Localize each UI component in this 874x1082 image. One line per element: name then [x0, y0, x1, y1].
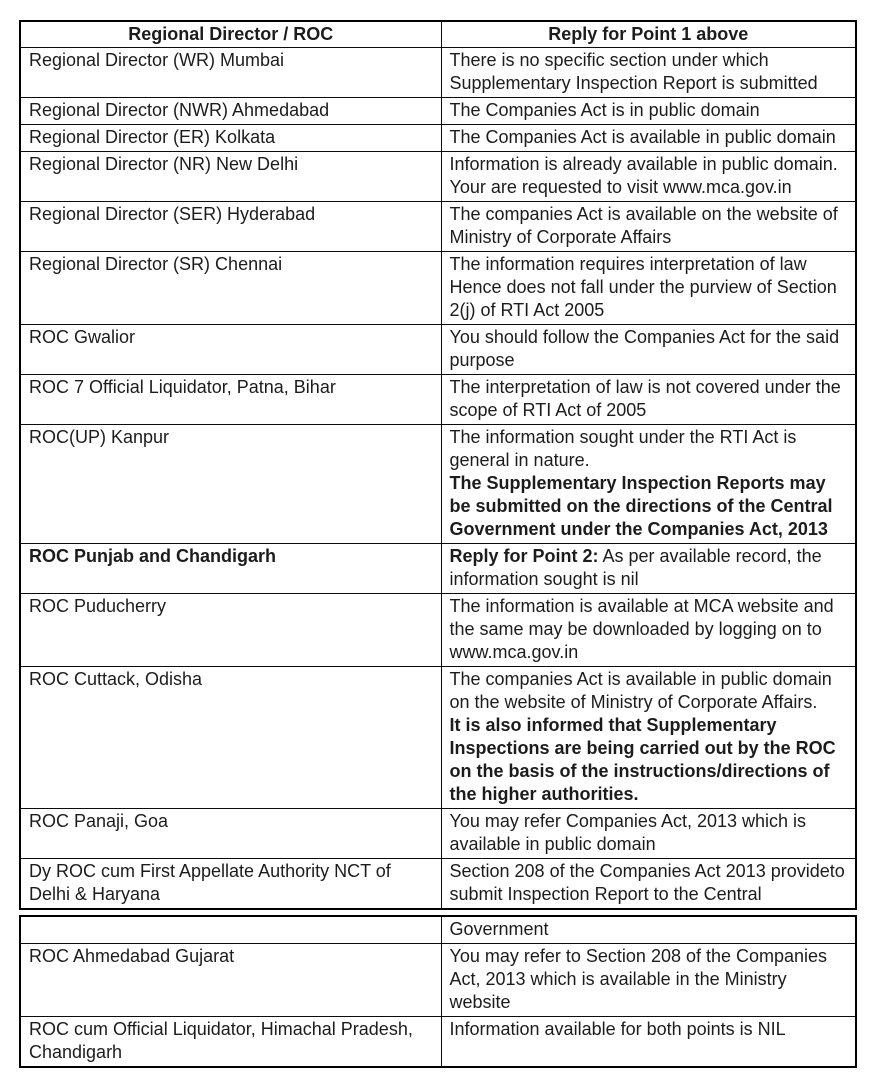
- text-segment: The interpretation of law is not covered under the scope of RTI Act of 2005: [449, 377, 841, 420]
- text-segment: Regional Director (NR) New Delhi: [29, 154, 299, 174]
- reply-cell: [441, 125, 856, 152]
- text-segment: ROC(UP) Kanpur: [29, 427, 170, 447]
- bold-text-segment: It is also informed that Supplementary Inspections are being carried out by the ROC on the basis of the instructions/directions of the higher authorities.: [449, 715, 836, 804]
- table-row: [20, 425, 856, 544]
- reply-paragraph: [450, 860, 848, 906]
- reply-paragraph: [450, 945, 848, 1014]
- text-segment: There is no specific section under which Supplementary Inspection Report is submitted: [449, 50, 818, 93]
- table-row: [20, 125, 856, 152]
- text-segment: ROC Cuttack, Odisha: [29, 669, 203, 689]
- reply-cell: [441, 202, 856, 252]
- reply-paragraph: [450, 153, 848, 199]
- office-cell: [20, 944, 441, 1017]
- reply-cell: [441, 859, 856, 910]
- table-row: [20, 1017, 856, 1068]
- reply-paragraph: [450, 595, 848, 664]
- reply-cell: [441, 325, 856, 375]
- office-cell: [20, 48, 441, 98]
- reply-cell: [441, 916, 856, 944]
- office-cell: [20, 98, 441, 125]
- office-cell: [20, 325, 441, 375]
- reply-paragraph: [450, 426, 848, 472]
- reply-paragraph: [450, 253, 848, 322]
- text-segment: ROC Ahmedabad Gujarat: [29, 946, 235, 966]
- table-row: [20, 375, 856, 425]
- bold-text-segment: ROC Punjab and Chandigarh: [29, 546, 277, 566]
- text-segment: Information available for both points is NIL: [449, 1019, 786, 1039]
- text-segment: You should follow the Companies Act for the said purpose: [449, 327, 840, 370]
- text-segment: ROC 7 Official Liquidator, Patna, Bihar: [29, 377, 336, 397]
- text-segment: Government: [449, 919, 549, 939]
- text-segment: The companies Act is available in public domain on the website of Ministry of Corporate Affairs.: [449, 669, 832, 712]
- office-cell: [20, 152, 441, 202]
- reply-cell: [441, 809, 856, 859]
- text-segment: You may refer to Section 208 of the Companies Act, 2013 which is available in the Ministry website: [449, 946, 828, 1012]
- text-segment: The information is available at MCA website and the same may be downloaded by logging on to www.mca.gov.in: [449, 596, 834, 662]
- reply-cell: [441, 425, 856, 544]
- office-cell: [20, 425, 441, 544]
- text-segment: The Companies Act is in public domain: [449, 100, 760, 120]
- reply-paragraph: [450, 918, 848, 941]
- column-header-reply: Reply for Point 1 above: [441, 21, 856, 48]
- table-row: [20, 48, 856, 98]
- text-segment: Regional Director (NWR) Ahmedabad: [29, 100, 330, 120]
- text-segment: ROC Gwalior: [29, 327, 136, 347]
- table-row: [20, 944, 856, 1017]
- reply-cell: [441, 544, 856, 594]
- reply-paragraph: [450, 99, 848, 122]
- reply-paragraph: [450, 203, 848, 249]
- table-row: [20, 594, 856, 667]
- office-cell: [20, 375, 441, 425]
- reply-paragraph: [450, 49, 848, 95]
- table-row: [20, 252, 856, 325]
- reply-paragraph: [450, 376, 848, 422]
- text-segment: The information requires interpretation of law Hence does not fall under the purview of Section 2(j) of RTI Act 2005: [449, 254, 837, 320]
- office-cell: [20, 252, 441, 325]
- column-header-office: Regional Director / ROC: [20, 21, 441, 48]
- text-segment: You may refer Companies Act, 2013 which is available in public domain: [449, 811, 807, 854]
- reply-paragraph: [450, 472, 848, 541]
- office-cell: [20, 809, 441, 859]
- text-segment: ROC Puducherry: [29, 596, 167, 616]
- table-row: [20, 202, 856, 252]
- text-segment: Dy ROC cum First Appellate Authority NCT of Delhi & Haryana: [29, 861, 391, 904]
- office-cell: [20, 125, 441, 152]
- reply-cell: [441, 944, 856, 1017]
- table-row: [20, 544, 856, 594]
- table-row: [20, 152, 856, 202]
- text-segment: As per available record, the information sought is nil: [449, 546, 822, 589]
- office-cell: [20, 916, 441, 944]
- reply-paragraph: [450, 545, 848, 591]
- roc-reply-table-continuation: [19, 915, 857, 1068]
- roc-reply-table: [19, 20, 857, 910]
- reply-cell: [441, 594, 856, 667]
- office-cell: [20, 202, 441, 252]
- reply-cell: [441, 375, 856, 425]
- reply-paragraph: [450, 668, 848, 714]
- table-body-main: [20, 48, 856, 910]
- office-cell: [20, 859, 441, 910]
- header-row: [20, 21, 856, 48]
- reply-cell: [441, 252, 856, 325]
- reply-paragraph: [450, 126, 848, 149]
- office-cell: [20, 594, 441, 667]
- text-segment: ROC cum Official Liquidator, Himachal Pradesh, Chandigarh: [29, 1019, 413, 1062]
- text-segment: The Companies Act is available in public domain: [449, 127, 836, 147]
- text-segment: Regional Director (SER) Hyderabad: [29, 204, 316, 224]
- reply-cell: [441, 667, 856, 809]
- text-segment: Regional Director (WR) Mumbai: [29, 50, 285, 70]
- table-row: [20, 98, 856, 125]
- text-segment: The information sought under the RTI Act is general in nature.: [449, 427, 797, 470]
- table-row: [20, 667, 856, 809]
- table-row: [20, 809, 856, 859]
- reply-paragraph: [450, 714, 848, 806]
- reply-paragraph: [450, 810, 848, 856]
- table-body-continuation: [20, 916, 856, 1067]
- text-segment: Regional Director (SR) Chennai: [29, 254, 283, 274]
- reply-paragraph: [450, 326, 848, 372]
- text-segment: Regional Director (ER) Kolkata: [29, 127, 276, 147]
- reply-cell: [441, 1017, 856, 1068]
- table-row: [20, 325, 856, 375]
- office-cell: [20, 1017, 441, 1068]
- office-cell: [20, 544, 441, 594]
- table-row: [20, 859, 856, 910]
- text-segment: Section 208 of the Companies Act 2013 provideto submit Inspection Report to the Central: [449, 861, 845, 904]
- office-cell: [20, 667, 441, 809]
- text-segment: ROC Panaji, Goa: [29, 811, 169, 831]
- table-row: [20, 916, 856, 944]
- reply-cell: [441, 48, 856, 98]
- text-segment: The companies Act is available on the website of Ministry of Corporate Affairs: [449, 204, 838, 247]
- bold-text-segment: Reply for Point 2:: [449, 546, 599, 566]
- reply-cell: [441, 152, 856, 202]
- bold-text-segment: The Supplementary Inspection Reports may be submitted on the directions of the Central Government under the Companies Act, 2013: [449, 473, 833, 539]
- text-segment: Information is already available in public domain. Your are requested to visit www.mca.gov.in: [449, 154, 838, 197]
- reply-cell: [441, 98, 856, 125]
- reply-paragraph: [450, 1018, 848, 1041]
